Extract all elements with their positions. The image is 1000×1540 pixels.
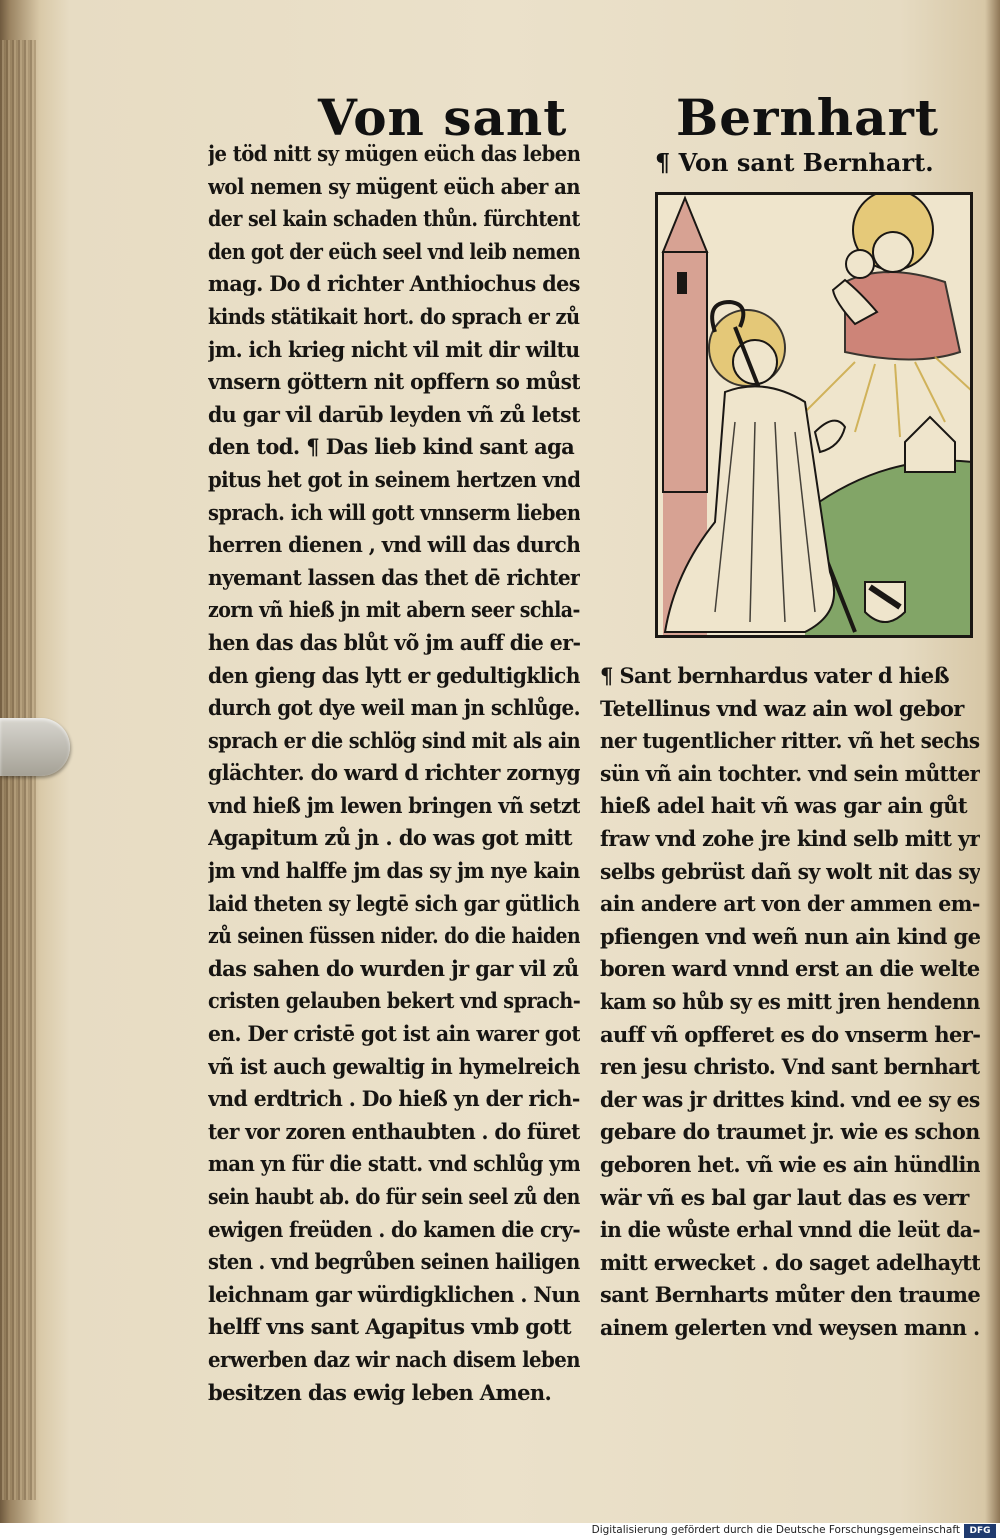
text-line: hieß adel hait vñ was gar ain gůt — [600, 793, 967, 819]
text-line: auff vñ opfferet es do vnserm her- — [600, 1021, 980, 1047]
text-line: sten . vnd begrůben seinen hailigen — [208, 1249, 580, 1275]
text-line: cristen gelauben bekert vnd sprach- — [208, 988, 580, 1014]
text-line: vnd erdtrich . Do hieß yn der rich- — [208, 1086, 580, 1112]
text-line: en. Der cristē got ist ain warer got — [208, 1021, 580, 1047]
text-line: der was jr drittes kind. vnd ee sy es — [600, 1086, 980, 1112]
text-line: sein haubt ab. do für sein seel zů den — [208, 1184, 580, 1209]
text-line: mitt erwecket . do saget adelhaytt — [600, 1249, 980, 1275]
text-line: hen das das blůt võ jm auff die er- — [208, 629, 580, 655]
running-header-right: Bernhart — [676, 88, 939, 147]
text-line: herren dienen , vnd will das durch — [208, 532, 580, 558]
text-line: in die wůste erhal vnnd die leüt da- — [600, 1217, 980, 1243]
text-line: pfiengen vnd weñ nun ain kind ge — [600, 923, 980, 949]
footer-credit: Digitalisierung gefördert durch die Deutsche Forschungsgemeinschaft — [591, 1524, 960, 1536]
text-line: wol nemen sy mügent eüch aber an — [208, 173, 580, 199]
text-line: pitus het got in seinem hertzen vnd — [208, 466, 580, 492]
text-line: den tod. ¶ Das lieb kind sant aga — [208, 434, 575, 460]
text-line: wär vñ es bal gar laut das es verr — [600, 1184, 969, 1210]
text-line: zorn vñ hieß jn mit abern seer schla- — [208, 597, 580, 623]
section-title: ¶ Von sant Bernhart. — [655, 148, 934, 177]
text-line: gebare do traumet jr. wie es schon — [600, 1119, 980, 1145]
text-line: kam so hůb sy es mitt jren hendenn — [600, 988, 980, 1014]
text-line: vnsern göttern nit opffern so můst — [208, 369, 580, 395]
left-text-column — [208, 138, 580, 1409]
dfg-logo-icon: DFG — [964, 1524, 996, 1538]
text-line: ter vor zoren enthaubten . do füret — [208, 1118, 580, 1144]
text-line: sant Bernharts můter den traume — [600, 1282, 980, 1308]
text-line: laid theten sy legtē sich gar gütlich — [208, 890, 580, 916]
woodcut-illustration — [655, 192, 973, 638]
text-line: nyemant lassen das thet dē richter — [208, 564, 580, 590]
text-line: sprach. ich will gott vnnserm lieben — [208, 499, 580, 525]
text-line: ner tugentlicher ritter. vñ het sechs — [600, 728, 980, 754]
text-line: Tetellinus vnd waz ain wol gebor — [600, 695, 964, 721]
text-line: selbs gebrüst dañ sy wolt nit das sy — [600, 858, 980, 884]
text-line: Agapitum zů jn . do was got mitt — [208, 825, 572, 851]
text-line: ain andere art von der ammen em- — [600, 891, 980, 917]
text-line: ewigen freüden . do kamen die cry- — [208, 1216, 580, 1242]
text-line: du gar vil darūb leyden vñ zů letst — [208, 401, 580, 427]
text-line: leichnam gar würdigklichen . Nun — [208, 1281, 580, 1307]
text-line: mag. Do d richter Anthiochus des — [208, 271, 580, 297]
text-line: zů seinen füssen nider. do die haiden — [208, 923, 580, 949]
text-line: durch got dye weil man jn schlůge. — [208, 695, 580, 721]
text-line: helff vns sant Agapitus vmb gott — [208, 1314, 571, 1340]
text-line: fraw vnd zohe jre kind selb mitt yr — [600, 825, 980, 851]
book-clip — [0, 718, 70, 776]
right-text-column — [600, 660, 980, 1344]
text-line: erwerben daz wir nach disem leben — [208, 1346, 580, 1372]
text-line: den got der eüch seel vnd leib nemen — [208, 238, 580, 264]
text-line: den gieng das lytt er gedultigklich — [208, 662, 580, 688]
text-line: vnd hieß jm lewen bringen vñ setzt — [208, 792, 580, 818]
text-line: ren jesu christo. Vnd sant bernhart — [600, 1054, 980, 1080]
text-line: jm. ich krieg nicht vil mit dir wiltu — [208, 336, 580, 362]
text-line: vñ ist auch gewaltig in hymelreich — [208, 1053, 580, 1079]
running-header-left: Von sant — [318, 88, 568, 147]
text-line: jm vnd halffe jm das sy jm nye kain — [208, 858, 580, 884]
text-line: je töd nitt sy mügen eüch das leben — [208, 141, 580, 166]
text-line: ¶ Sant bernhardus vater d hieß — [600, 663, 949, 688]
text-line: glächter. do ward d richter zornyg — [208, 760, 580, 786]
text-line: besitzen das ewig leben Amen. — [208, 1379, 552, 1405]
text-line: geboren het. vñ wie es ain hündlin — [600, 1151, 980, 1177]
text-line: kinds stätikait hort. do sprach er zů — [208, 303, 580, 329]
text-line: sprach er die schlög sind mit als ain — [208, 727, 580, 753]
text-line: der sel kain schaden thůn. fürchtent — [208, 206, 580, 232]
footer-bar — [0, 1523, 1000, 1540]
text-line: das sahen do wurden jr gar vil zů — [208, 955, 579, 981]
text-line: sün vñ ain tochter. vnd sein můtter — [600, 760, 980, 786]
text-line: man yn für die statt. vnd schlůg ym — [208, 1151, 580, 1177]
text-line: ainem gelerten vnd weysen mann . — [600, 1314, 980, 1340]
text-line: boren ward vnnd erst an die welte — [600, 956, 980, 982]
